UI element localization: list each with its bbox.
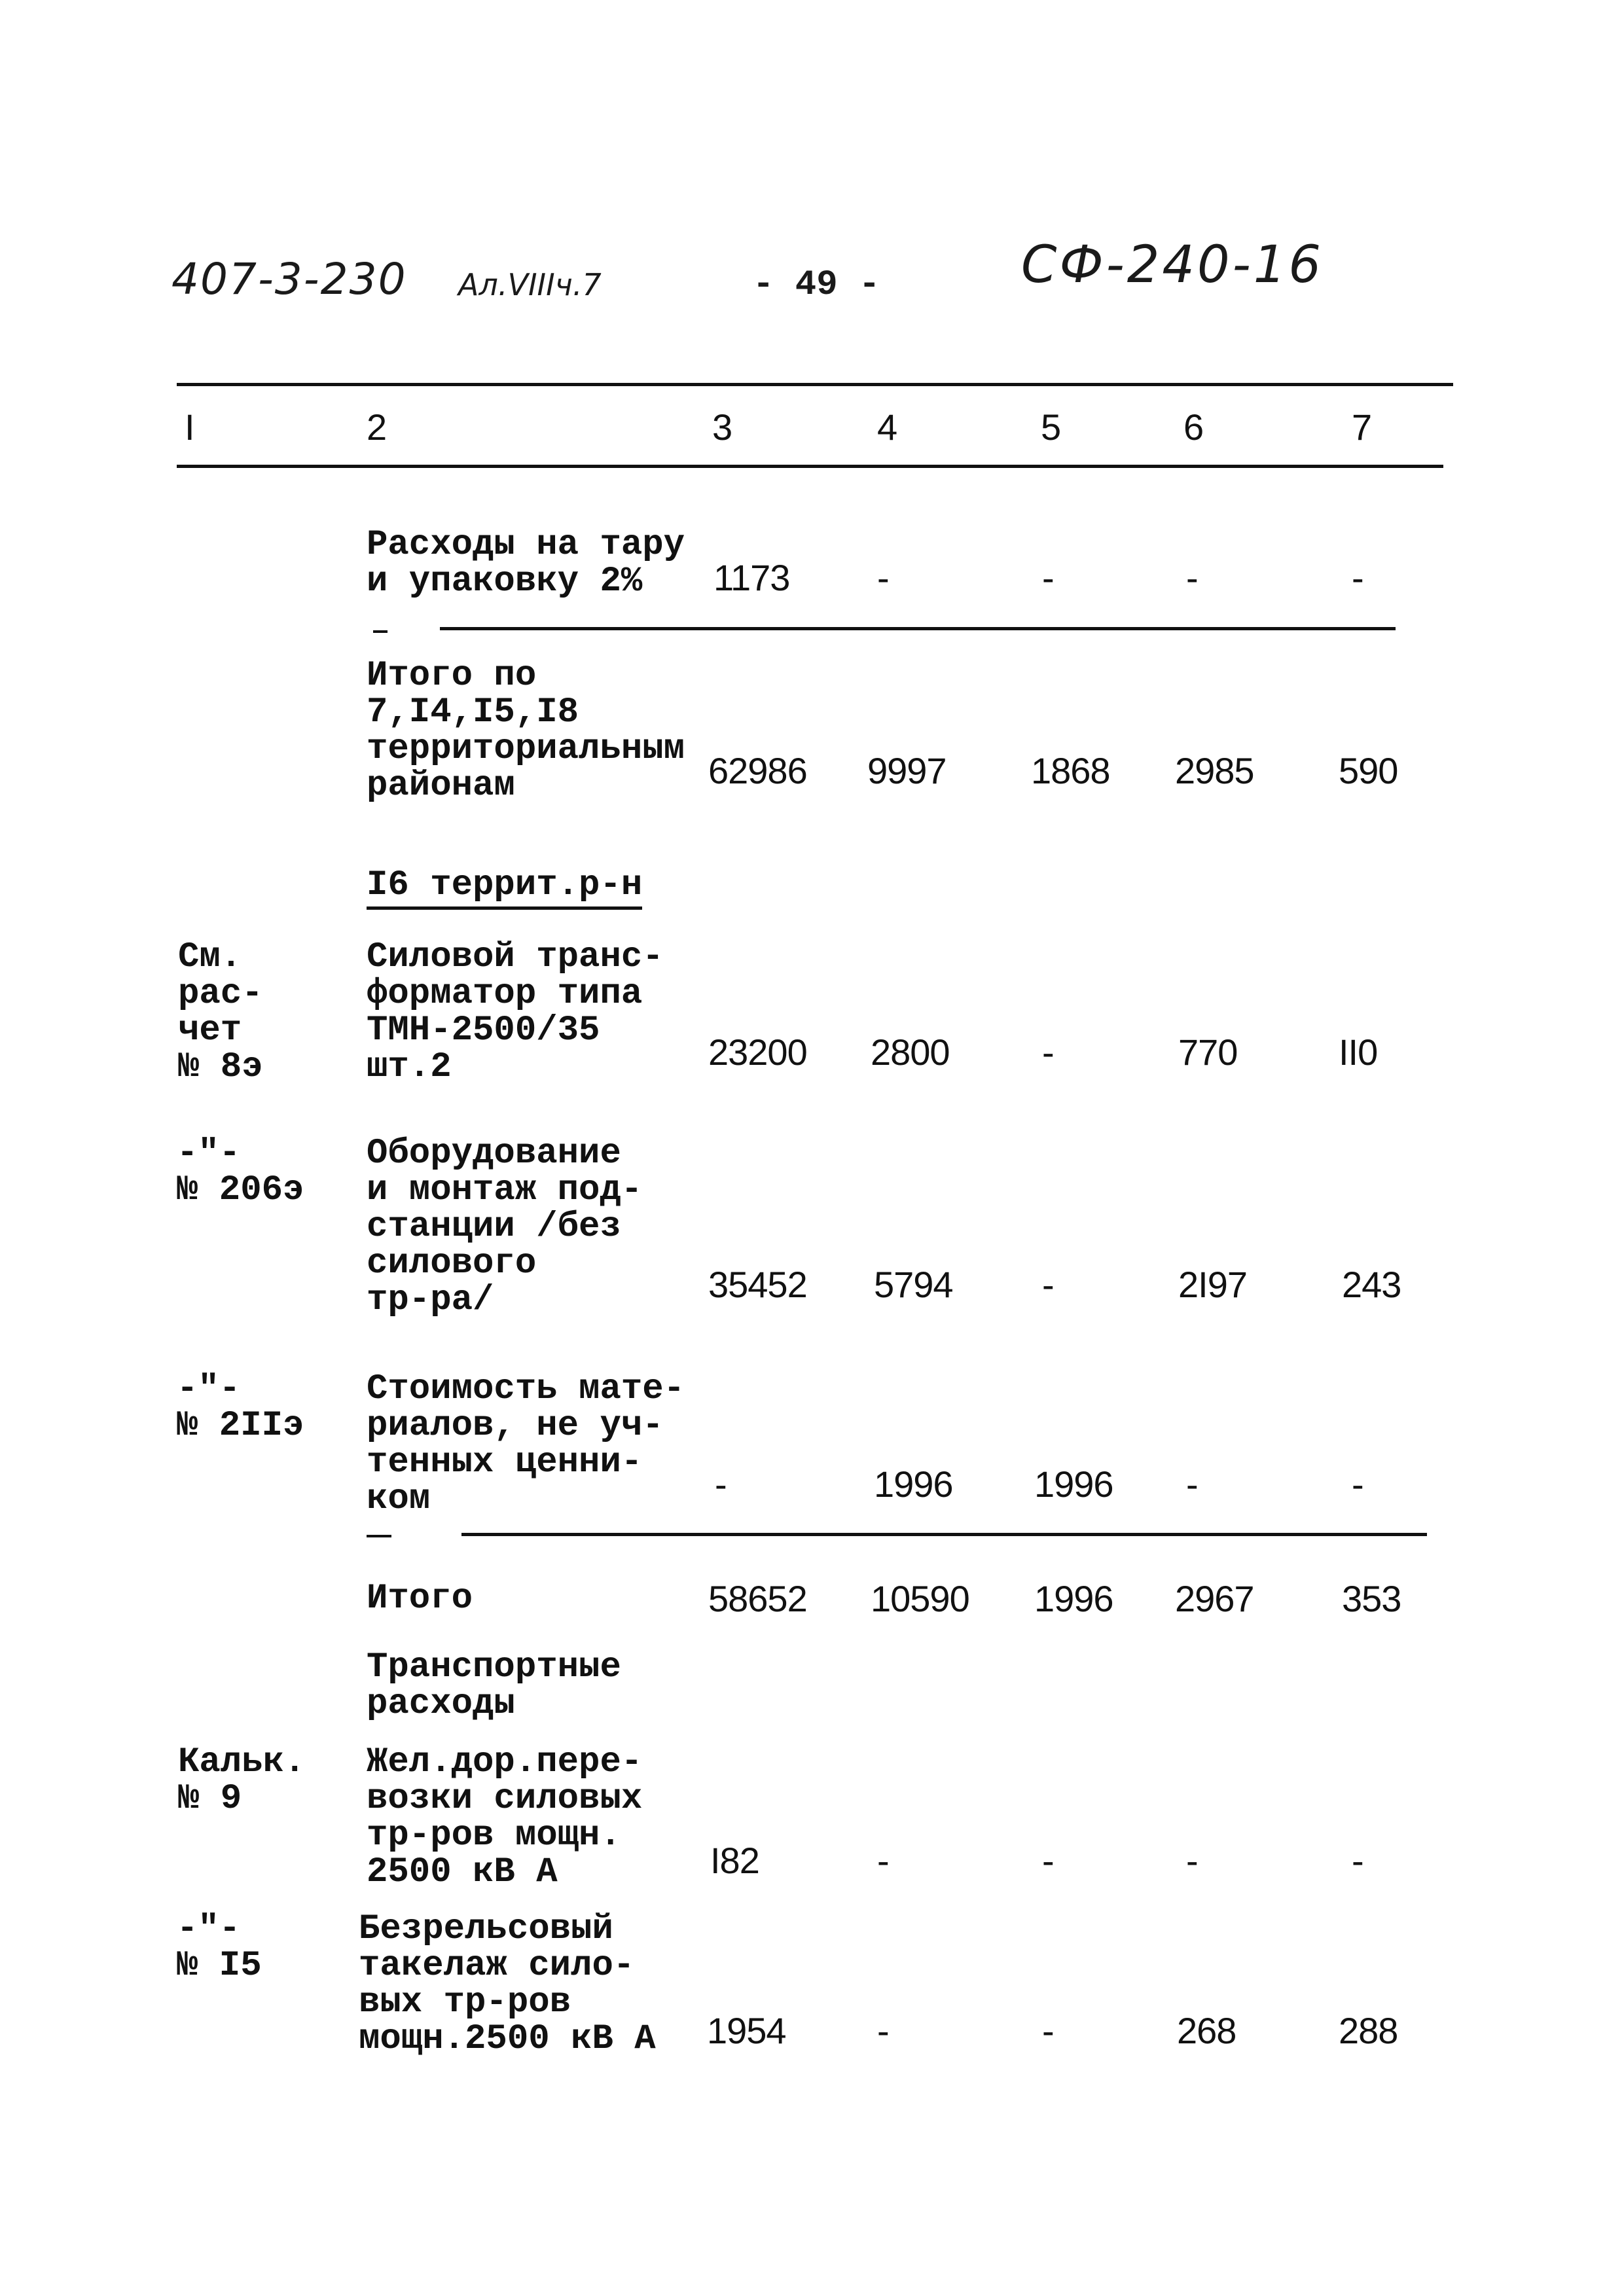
row-value-c3: 23200 (708, 1031, 807, 1073)
sheet-code: СФ-240-16 (1021, 236, 1324, 295)
row-reference: -"- № 2IIэ (177, 1369, 304, 1446)
row-value-c4: 9997 (867, 750, 947, 791)
row-description: Оборудование и монтаж под- станции /без силового тр-ра/ (367, 1134, 643, 1320)
row-description: Безрельсовый такелаж сило- вых тр-ров мощн.2500 кВ А (359, 1909, 656, 2059)
row-value-c7: 590 (1339, 750, 1398, 791)
row-description: Итого по 7,I4,I5,I8 территориальным районам (367, 656, 685, 806)
row-reference: -"- № I5 (177, 1909, 262, 1986)
column-header-5: 5 (1041, 406, 1062, 448)
row-value-c4: 1996 (874, 1463, 953, 1505)
row-value-c7: 353 (1342, 1578, 1401, 1619)
album-reference: Ал.VIIIч.7 (458, 267, 602, 302)
row-value-c5: 1996 (1034, 1578, 1113, 1619)
row-value-c7: II0 (1339, 1031, 1378, 1073)
row-description: Расходы на тару и упаковку 2% (367, 525, 685, 601)
row-value-c4: - (877, 1840, 889, 1881)
row-value-c3: 35452 (708, 1264, 807, 1305)
column-header-1: I (185, 406, 195, 448)
row-value-c4: 2800 (871, 1031, 950, 1073)
table-top-rule (177, 383, 1453, 386)
row-value-c4: 5794 (874, 1264, 953, 1305)
row-value-c6: 2985 (1175, 750, 1254, 791)
row-value-c6: 2967 (1175, 1578, 1254, 1619)
column-header-3: 3 (712, 406, 733, 448)
column-header-6: 6 (1183, 406, 1204, 448)
row-value-c4: - (877, 557, 889, 598)
row-description: Жел.дор.пере- возки силовых тр-ров мощн. 2500 кВ А (367, 1742, 643, 1892)
row-value-c4: 10590 (871, 1578, 969, 1619)
row-reference: -"- № 206э (177, 1134, 304, 1210)
row-value-c6: - (1186, 557, 1198, 598)
row-description: Силовой транс- форматор типа ТМН-2500/35 шт.2 (367, 937, 664, 1087)
row-value-c3: 58652 (708, 1578, 807, 1619)
subtotal-rule (461, 1533, 1427, 1536)
row-value-c5: - (1042, 1840, 1054, 1881)
row-value-c6: 2I97 (1178, 1264, 1247, 1305)
row-reference: Кальк. № 9 (178, 1742, 306, 1819)
subtotal-rule-dash (373, 630, 388, 633)
subtotal-rule-dash (367, 1535, 391, 1537)
row-value-c5: - (1042, 2010, 1054, 2051)
row-description: Транспортные расходы (367, 1647, 621, 1724)
row-value-c3: 1173 (713, 557, 790, 598)
row-reference: См. рас- чет № 8э (178, 937, 263, 1087)
row-value-c5: - (1042, 1264, 1054, 1305)
page-number: - 49 - (753, 265, 880, 305)
document-code: 407-3-230 (171, 254, 407, 304)
subtotal-rule (440, 627, 1396, 630)
row-value-c7: 243 (1342, 1264, 1401, 1305)
column-header-2: 2 (367, 406, 388, 448)
row-value-c3: 1954 (707, 2010, 786, 2051)
column-header-4: 4 (877, 406, 898, 448)
row-value-c3: 62986 (708, 750, 807, 791)
table-header-rule (177, 465, 1443, 468)
row-value-c7: - (1352, 557, 1363, 598)
row-value-c5: - (1042, 557, 1054, 598)
row-value-c4: - (877, 2010, 889, 2051)
row-value-c5: 1996 (1034, 1463, 1113, 1505)
row-value-c7: - (1352, 1840, 1363, 1881)
column-header-7: 7 (1352, 406, 1373, 448)
row-value-c5: - (1042, 1031, 1054, 1073)
section-title: I6 террит.р-н (367, 867, 642, 910)
row-value-c5: 1868 (1031, 750, 1110, 791)
row-value-c6: 268 (1177, 2010, 1236, 2051)
row-value-c3: - (715, 1463, 727, 1505)
row-value-c7: - (1352, 1463, 1363, 1505)
row-value-c7: 288 (1339, 2010, 1398, 2051)
row-value-c6: - (1186, 1840, 1198, 1881)
row-value-c6: - (1186, 1463, 1198, 1505)
row-value-c6: 770 (1178, 1031, 1238, 1073)
row-description: Итого (367, 1579, 473, 1619)
row-description: Стоимость мате- риалов, не уч- тенных ценни- ком (367, 1369, 685, 1519)
row-value-c3: I82 (710, 1840, 759, 1881)
